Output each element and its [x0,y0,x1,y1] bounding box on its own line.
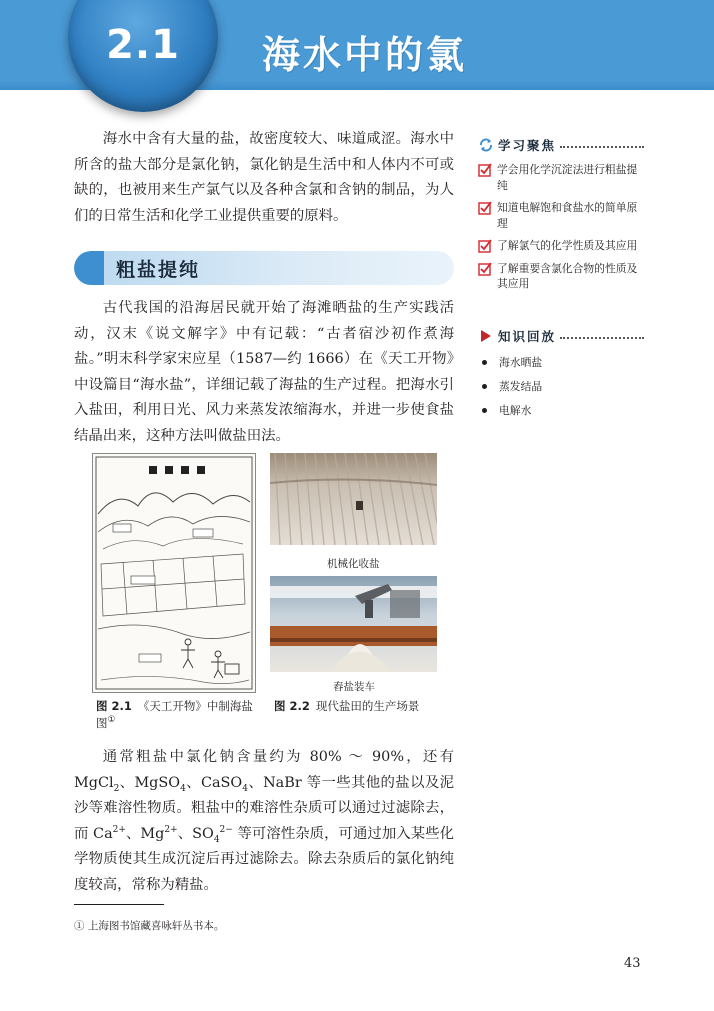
tiangong-kaiwu-illustration [92,453,256,693]
figure-2-2-number: 图 2.2 [274,699,310,713]
figure-2-2-caption [274,698,444,715]
section-number: 2.1 [106,22,180,68]
goal-item [478,162,644,193]
mgso4-subscript: 4 [180,783,186,794]
learning-focus-title: 学习聚焦 [498,138,557,153]
figure-2-1-number: 图 2.1 [96,699,132,713]
salt-loading-photo [270,576,437,672]
photo2-caption: 舂盐装车 [333,681,375,693]
refresh-icon [478,137,494,153]
sidebar [478,135,644,418]
bullet-icon [482,384,487,389]
knowledge-review-title: 知识回放 [498,328,557,344]
heading-accent [74,251,104,285]
section-heading: 粗盐提纯 [116,259,201,281]
crude-text-3: 、CaSO [185,774,243,791]
crude-salt-paragraph [74,745,454,898]
checked-box-icon [478,239,492,253]
review-text: 电解水 [499,403,532,417]
checked-box-icon [478,262,492,276]
figure-2-2-text: 现代盐田的生产场景 [315,699,420,713]
crude-text-2: 、MgSO [119,774,181,791]
footnote-divider [74,904,164,905]
salt-truck-photo-image [270,576,437,672]
crude-text-7: 等可溶性杂质，可通过加入某些化学物质使其生成沉淀后再过滤除去。除去杂质后的氯化钠纯度较高，常称为精盐。 [74,825,454,893]
crude-text-5: 、Mg [125,825,165,842]
review-text: 海水晒盐 [499,355,543,369]
section-number-badge [68,0,218,112]
learning-focus-heading [478,135,644,155]
learning-goals-list [478,162,644,292]
figure-2-1-caption [96,698,256,732]
so4-charge: 2− [219,824,233,835]
crude-text-1: 通常粗盐中氯化钠含量约为 80% ～ 90%，还有 MgCl [74,749,454,791]
checked-box-icon [478,163,492,177]
checked-box-icon [478,201,492,215]
figure-2-1-text: 《天工开物》中制海盐图 [96,699,253,730]
heading-dotted-leader [560,146,644,148]
review-item [478,355,644,370]
mechanized-salt-harvest-photo [270,453,437,545]
goal-text: 了解氯气的化学性质及其应用 [497,239,638,252]
goal-text: 学会用化学沉淀法进行粗盐提纯 [497,163,638,192]
footnote: ① 上海图书馆藏喜咏轩丛书本。 [74,920,225,932]
goal-text: 知道电解饱和食盐水的简单原理 [497,201,638,230]
goal-item [478,261,644,292]
intro-paragraph: 海水中含有大量的盐，故密度较大、味道咸涩。海水中所含的盐大部分是氯化钠，氯化钠是生活中和人体内不可或缺的，也被用来生产氯气以及各种含氯和含钠的制品，为人们的日常生活和化学工业提供重要的原料。 [74,131,454,224]
caso4-subscript: 4 [242,783,248,794]
review-list [478,355,644,418]
review-text: 蒸发结晶 [499,379,543,393]
goal-text: 了解重要含氯化合物的性质及其应用 [497,261,638,290]
photo1-caption: 机械化收盐 [327,558,380,570]
figure-footnote-marker: ① [107,715,116,726]
mgcl2-subscript: 2 [113,783,120,794]
salt-field-photo-image [270,453,437,545]
so4-subscript: 4 [213,834,220,845]
knowledge-review-heading [478,326,644,346]
goal-item [478,200,644,231]
bullet-icon [482,408,487,413]
goal-item [478,238,644,254]
section-title: 海水中的氯 [262,33,468,77]
page-number: 43 [624,956,641,971]
review-item [478,403,644,418]
mg-charge: 2+ [164,824,178,835]
heading-dotted-leader [560,337,644,339]
ca-charge: 2+ [112,824,126,835]
bullet-icon [482,360,487,365]
play-triangle-icon [478,328,494,344]
crude-text-4: 、NaBr 等一些其他的盐以及泥沙等难溶性物质。粗盐中的难溶性杂质可以通过过滤除去，而 Ca [74,774,455,842]
crude-text-6: 、SO [177,825,214,842]
section-heading-pill [74,251,454,285]
ink-drawing-image [93,454,255,692]
ancient-salt-paragraph: 古代我国的沿海居民就开始了海滩晒盐的生产实践活动，汉末《说文解字》中有记载：“古者宿沙初作煮海盐。”明末科学家宋应星（1587—约 1666）在《天工开物》中设篇目“海水盐”，详细记载了海盐的生产过程。把海水引入盐田，利用日光、风力来蒸发浓缩海水，并进一步使食盐结晶出来，这种方法叫做盐田法。 [74,300,454,444]
review-item [478,379,644,394]
